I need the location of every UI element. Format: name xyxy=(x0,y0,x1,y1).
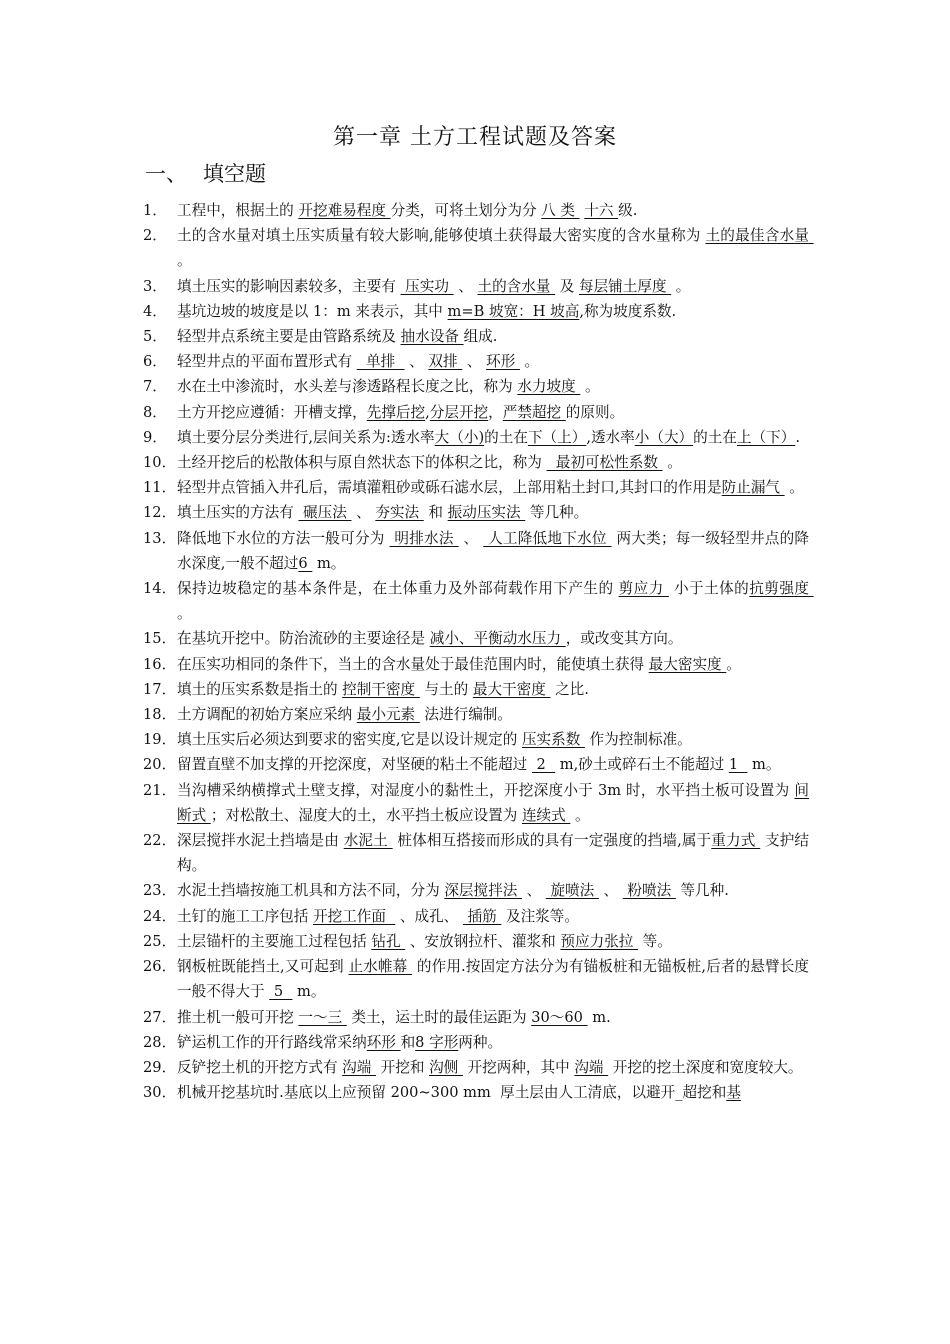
question-text: 在压实功相同的条件下，当土的含水量处于最佳范围内时，能使填土获得 xyxy=(177,655,649,673)
question-item xyxy=(143,626,809,651)
answer-blank: 6 xyxy=(298,554,313,572)
question-number: 5． xyxy=(143,328,167,346)
section-number: 一、 xyxy=(145,162,187,186)
question-number: 1． xyxy=(143,202,167,219)
question-text: 组成. xyxy=(463,328,498,346)
question-text: 分类，可将土划分为分 xyxy=(390,202,542,219)
question-number: 8． xyxy=(143,403,167,421)
answer-blank: 钻孔 xyxy=(371,932,406,950)
question-text: 。 xyxy=(671,277,691,295)
question-text: m。 xyxy=(312,554,346,572)
question-text: 、 xyxy=(462,353,487,371)
question-number: 25． xyxy=(143,932,177,950)
answer-blank: 最大密实度 xyxy=(648,655,727,673)
answer-blank: 土的含水量 xyxy=(477,277,556,295)
question-number: 28． xyxy=(143,1033,177,1051)
question-text: 深层搅拌水泥土挡墙是由 xyxy=(177,832,344,850)
question-text: 的土在 xyxy=(693,428,737,446)
question-number: 27． xyxy=(143,1008,177,1026)
question-text: m,砂土或碎石土不能超过 xyxy=(555,756,729,774)
question-item xyxy=(143,828,809,878)
question-number: 24． xyxy=(143,907,177,925)
question-item xyxy=(143,1030,809,1055)
answer-blank: 压实功 xyxy=(400,277,454,295)
question-text: 法进行编制。 xyxy=(419,706,512,724)
answer-blank: 分层开挖 xyxy=(429,403,489,421)
question-text: 工程中，根据土的 xyxy=(177,202,299,219)
question-number: 14． xyxy=(143,580,177,598)
question-text: 。 xyxy=(580,378,600,396)
question-item xyxy=(143,652,809,677)
answer-blank: 环形 xyxy=(366,1033,401,1051)
question-text: 等。 xyxy=(638,932,672,950)
question-number: 11． xyxy=(143,479,177,497)
answer-blank: 控制干密度 xyxy=(342,680,420,698)
question-item xyxy=(143,526,809,576)
answer-blank: 30～60 xyxy=(531,1008,588,1026)
question-item xyxy=(143,223,814,273)
question-text: 土经开挖后的松散体积与原自然状态下的体积之比，称为 xyxy=(177,454,547,472)
question-item xyxy=(143,500,809,525)
question-number: 9． xyxy=(143,428,167,446)
answer-blank: 一～三 xyxy=(298,1008,347,1026)
question-text: 、 xyxy=(521,882,546,900)
question-item xyxy=(143,702,809,727)
question-text: 填土压实的影响因素较多，主要有 xyxy=(177,277,401,295)
question-text: m。 xyxy=(747,756,781,774)
question-text: 。 xyxy=(662,454,682,472)
question-text: 、 xyxy=(404,353,429,371)
question-text: 、 xyxy=(458,529,484,547)
question-text: 的作用.按固定方法分为有锚板桩和无锚板桩,后者的悬臂长度一般不得大于 xyxy=(177,958,810,1001)
question-item xyxy=(143,450,809,475)
answer-blank: 土的最佳含水量 xyxy=(705,227,814,245)
question-text: 等几种. xyxy=(675,882,729,900)
question-text: 、成孔、 xyxy=(395,907,463,925)
answer-blank: 粉喷法 xyxy=(622,882,676,900)
question-item xyxy=(143,954,809,1004)
question-item xyxy=(143,198,809,223)
question-text: 作为控制标准。 xyxy=(584,731,692,749)
question-item xyxy=(143,727,809,752)
answer-blank: 振动压实法 xyxy=(447,504,526,522)
answer-blank: 严禁超挖 xyxy=(502,403,566,421)
answer-blank: 5 xyxy=(269,983,293,1001)
question-number: 12． xyxy=(143,504,177,522)
answer-blank: 先撑后挖 xyxy=(366,403,426,421)
answer-blank: 大（小) xyxy=(434,428,485,446)
question-text: 。 xyxy=(784,479,804,497)
question-item xyxy=(143,677,809,702)
question-item xyxy=(143,1005,809,1030)
answer-blank: 小（大） xyxy=(634,428,694,446)
answer-blank: 双排 xyxy=(428,353,463,371)
question-text: 土层锚杆的主要施工过程包括 xyxy=(177,932,372,950)
question-number: 26． xyxy=(143,958,177,976)
answer-blank: 2 xyxy=(531,756,556,774)
question-number: 4． xyxy=(143,302,167,320)
question-text: 保持边坡稳定的基本条件是，在土体重力及外部荷载作用下产生的 xyxy=(177,580,619,598)
question-text: ；对松散土、湿度大的土，水平挡土板应设置为 xyxy=(210,806,522,824)
question-item xyxy=(143,878,809,903)
question-number: 13． xyxy=(143,529,177,547)
question-text: 开挖两种，其中 xyxy=(462,1058,575,1076)
question-list xyxy=(143,198,819,1105)
answer-blank: 单排 xyxy=(356,353,405,371)
question-item xyxy=(143,904,809,929)
question-text: 和 xyxy=(400,1033,416,1051)
answer-blank: 深层搅拌法 xyxy=(444,882,522,900)
answer-blank: 8 字形 xyxy=(415,1033,459,1051)
answer-blank: 抗剪强度 xyxy=(749,580,814,598)
question-number: 19． xyxy=(143,731,177,749)
question-number: 23． xyxy=(143,882,177,900)
question-text: 填土的压实系数是指土的 xyxy=(177,680,343,698)
question-text: 铲运机工作的开行路线常采纳 xyxy=(177,1033,367,1051)
question-text: 及注浆等。 xyxy=(501,907,579,925)
question-item xyxy=(143,778,809,828)
answer-blank: 防止漏气 xyxy=(721,479,785,497)
answer-blank: 夯实法 xyxy=(375,504,424,522)
question-text: 轻型井点系统主要是由管路系统及 xyxy=(177,328,401,346)
question-number: 29． xyxy=(143,1058,177,1076)
question-number: 22． xyxy=(143,832,177,850)
question-text: 、安放钢拉杆、灌浆和 xyxy=(405,932,561,950)
question-text: ,透水率 xyxy=(586,428,635,446)
question-text: 。 xyxy=(570,806,590,824)
question-number: 16． xyxy=(143,655,177,673)
question-number: 7． xyxy=(143,378,167,396)
question-item xyxy=(143,274,809,299)
question-text: 轻型井点管插入井孔后，需填灌粗砂或砾石滤水层，上部用粘土封口,其封口的作用是 xyxy=(177,479,722,497)
answer-blank: 沟侧 xyxy=(429,1058,463,1076)
question-text: 开挖和 xyxy=(376,1058,430,1076)
answer-blank: 止水帷幕 xyxy=(348,958,413,976)
question-text: 轻型井点的平面布置形式有 xyxy=(177,353,357,371)
question-text: 。 xyxy=(177,580,819,623)
question-text: 两种。 xyxy=(458,1033,503,1051)
question-text: 、 xyxy=(351,504,376,522)
answer-blank: m=B 坡宽：H 坡高 xyxy=(447,302,580,320)
answer-blank: 下（上） xyxy=(527,428,587,446)
answer-blank: 减小、平衡动水压力 xyxy=(429,630,566,648)
question-text: 及 xyxy=(555,277,579,295)
page-title: 第一章 土方工程试题及答案 xyxy=(333,125,617,150)
question-text: 在基坑开挖中。防治流砂的主要途径是 xyxy=(177,630,430,648)
question-text: 与土的 xyxy=(419,680,473,698)
answer-blank: 抽水设备 xyxy=(400,328,464,346)
answer-blank: 水力坡度 xyxy=(517,378,581,396)
question-item xyxy=(143,349,809,374)
question-number: 21． xyxy=(143,781,177,799)
question-text: 。 xyxy=(177,252,192,270)
question-item xyxy=(143,475,809,500)
question-item xyxy=(143,752,809,777)
question-item xyxy=(143,576,819,626)
question-number: 10． xyxy=(143,454,177,472)
question-number: 2． xyxy=(143,227,167,245)
answer-blank: 八 类 xyxy=(541,202,580,219)
question-text: 土钉的施工工序包括 xyxy=(177,907,313,925)
answer-blank: 最小元素 xyxy=(356,706,420,724)
question-number: 3． xyxy=(143,277,167,295)
answer-blank: 重力式 xyxy=(711,832,761,850)
question-text: m. xyxy=(587,1008,611,1026)
question-text: , xyxy=(425,403,430,421)
question-text: 当沟槽采纳横撑式土壁支撑，对湿度小的黏性土，开挖深度小于 3m 时，水平挡土板可设置为 xyxy=(177,781,795,799)
question-text: 水在土中渗流时，水头差与渗透路程长度之比，称为 xyxy=(177,378,518,396)
question-text: 的土在 xyxy=(484,428,528,446)
question-text: 土方开挖应遵循：开槽支撑， xyxy=(177,403,367,421)
question-text: 小于土体的 xyxy=(668,580,750,598)
question-item xyxy=(143,299,809,324)
question-text: 开挖的挖土深度和宽度较大。 xyxy=(608,1058,803,1076)
answer-blank: 上（下） xyxy=(736,428,796,446)
question-item xyxy=(143,400,809,425)
question-text: 推土机一般可开挖 xyxy=(177,1008,299,1026)
question-text: 的原则。 xyxy=(565,403,625,421)
answer-blank: 开挖难易程度 xyxy=(298,202,391,219)
question-text: 钢板桩既能挡土,又可起到 xyxy=(177,958,349,976)
answer-blank: 碾压法 xyxy=(298,504,352,522)
answer-blank: 压实系数 xyxy=(521,731,585,749)
answer-blank: 开挖工作面 xyxy=(312,907,396,925)
question-text: 、 xyxy=(598,882,623,900)
question-text: . xyxy=(795,428,800,446)
question-text: 填土压实的方法有 xyxy=(177,504,299,522)
answer-blank: 剪应力 xyxy=(618,580,669,598)
question-text: 。 xyxy=(519,353,540,371)
question-text: 留置直壁不加支撑的开挖深度，对坚硬的粘土不能超过 xyxy=(177,756,532,774)
question-text: 填土要分层分类进行,层间关系为:透水率 xyxy=(177,428,435,446)
question-number: 30． xyxy=(143,1084,177,1102)
question-text: 机械开挖基坑时.基底以上应预留 200~300 mm 厚土层由人工清底，以避开_超挖和 xyxy=(177,1084,727,1102)
question-text: 土的含水量对填土压实质量有较大影响,能够使填土获得最大密实度的含水量称为 xyxy=(177,227,706,245)
answer-blank: 1 xyxy=(728,756,748,774)
question-item xyxy=(143,425,809,450)
question-text: 等几种。 xyxy=(525,504,589,522)
question-text: m。 xyxy=(292,983,326,1001)
answer-blank: 旋喷法 xyxy=(545,882,599,900)
answer-blank: 间断式 xyxy=(177,781,809,824)
answer-blank: 沟端 xyxy=(574,1058,609,1076)
question-text: 支护结构。 xyxy=(177,832,810,875)
question-text: 填土压实后必须达到要求的密实度,它是以设计规定的 xyxy=(177,731,522,749)
question-text: 类土，运土时的最佳运距为 xyxy=(346,1008,532,1026)
answer-blank: 最大干密度 xyxy=(472,680,551,698)
question-text: 基坑边坡的坡度是以 1：m 来表示，其中 xyxy=(177,302,448,320)
question-item xyxy=(143,929,809,954)
question-text: ，或改变其方向。 xyxy=(565,630,683,648)
question-text: 两大类；每一级轻型井点的降水深度,一般不超过 xyxy=(177,529,810,572)
answer-blank: 人工降低地下水位 xyxy=(483,529,612,547)
question-text: 、 xyxy=(453,277,478,295)
answer-blank: 明排水法 xyxy=(389,529,459,547)
question-item xyxy=(143,374,809,399)
question-number: 20． xyxy=(143,756,177,774)
question-text: 降低地下水位的方法一般可分为 xyxy=(177,529,390,547)
answer-blank: 十六 xyxy=(584,202,619,219)
question-text: 和 xyxy=(423,504,448,522)
answer-blank: 插筋 xyxy=(462,907,502,925)
question-text: 反铲挖土机的开挖方式有 xyxy=(177,1058,343,1076)
question-number: 15． xyxy=(143,630,177,648)
question-item xyxy=(143,1055,809,1080)
question-number: 18． xyxy=(143,706,177,724)
question-text: 级. xyxy=(618,202,638,219)
question-text: 桩体相互搭接而形成的具有一定强度的挡墙,属于 xyxy=(392,832,712,850)
question-text: 土方调配的初始方案应采纳 xyxy=(177,706,357,724)
question-text: 之比. xyxy=(550,680,589,698)
answer-blank: 连续式 xyxy=(521,806,571,824)
answer-blank: 每层铺土厚度 xyxy=(578,277,672,295)
question-text: 水泥土挡墙按施工机具和方法不同，分为 xyxy=(177,882,445,900)
answer-blank: 沟端 xyxy=(342,1058,376,1076)
section-title: 填空题 xyxy=(203,162,266,186)
question-item xyxy=(143,324,809,349)
question-number: 6． xyxy=(143,353,167,371)
answer-blank: 最初可松性系数 xyxy=(546,454,663,472)
answer-blank: 水泥土 xyxy=(343,832,393,850)
question-item xyxy=(143,1080,809,1105)
question-text: ， xyxy=(488,403,503,421)
question-number: 17． xyxy=(143,680,177,698)
answer-blank: 环形 xyxy=(486,353,520,371)
answer-blank: 基 xyxy=(726,1084,741,1102)
answer-blank: 预应力张拉 xyxy=(560,932,639,950)
question-text: ,称为坡度系数. xyxy=(579,302,677,320)
section-heading xyxy=(145,158,266,188)
question-text: 。 xyxy=(726,655,741,673)
